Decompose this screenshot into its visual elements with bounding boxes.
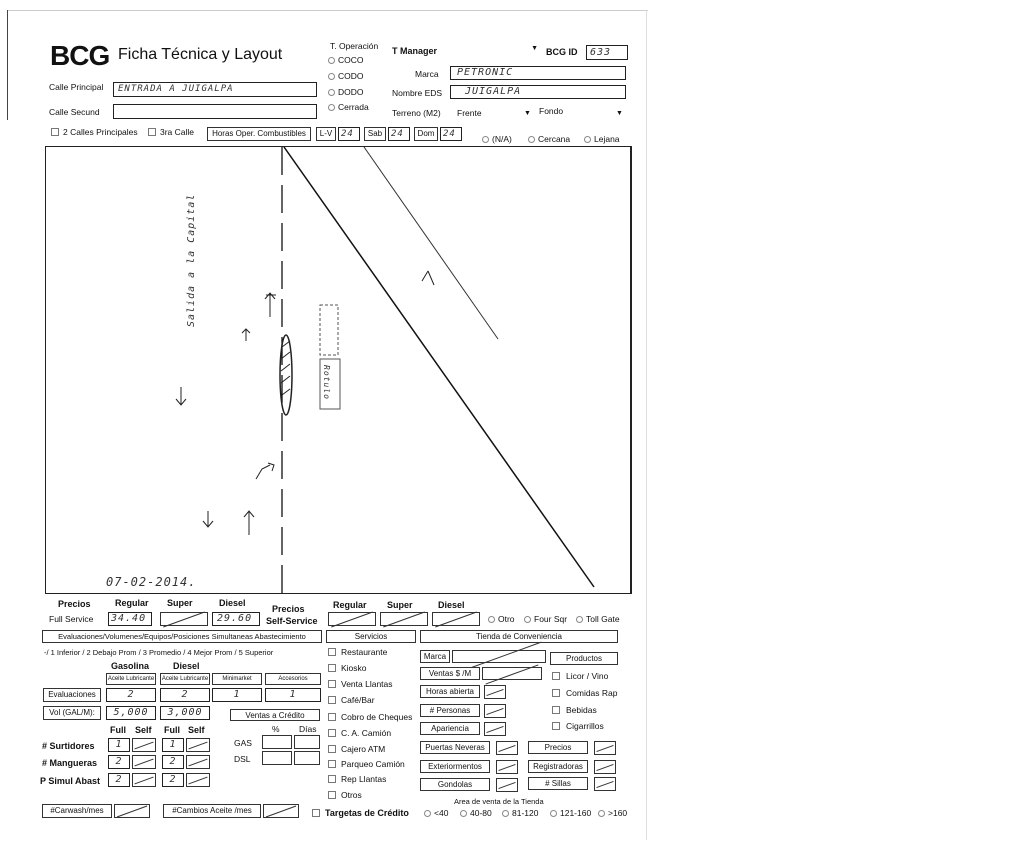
servicio-label: Kiosko (341, 663, 367, 673)
puertas-field[interactable] (496, 741, 518, 755)
sketch-date: 07-02-2014. (106, 575, 197, 589)
precios-self-title: Precios (272, 604, 305, 614)
servicio-checkbox[interactable] (328, 791, 336, 799)
precio-regular-header: Regular (115, 598, 149, 608)
precios-title: Precios (58, 599, 91, 609)
minimarket-label: Minimarket (212, 673, 262, 685)
servicio-label: Café/Bar (341, 695, 375, 705)
self-header-1: Self (135, 725, 152, 735)
full-header-2: Full (164, 725, 180, 735)
self-service-label: Self-Service (266, 616, 318, 626)
registradoras-field[interactable] (594, 760, 616, 774)
tienda-marca-label: Marca (420, 650, 450, 663)
eval-diesel-field[interactable]: 2 (160, 688, 210, 702)
terreno-label: Terreno (M2) (392, 108, 441, 118)
radio-icon (482, 136, 489, 143)
chevron-down-icon: ▼ (531, 45, 538, 52)
dos-calles-label: 2 Calles Principales (63, 127, 138, 137)
operacion-option-coco[interactable]: COCO (328, 55, 364, 65)
operacion-option-codo[interactable]: CODO (328, 71, 364, 81)
sillas-label: # Sillas (528, 777, 588, 790)
radio-icon (550, 810, 557, 817)
self-header-2: Self (188, 725, 205, 735)
bcg-id-field[interactable]: 633 (586, 45, 628, 60)
radio-icon (488, 616, 495, 623)
psim-self-dsl[interactable] (186, 773, 210, 787)
pct-header: % (272, 724, 280, 734)
evaluaciones-label: Evaluaciones (43, 688, 101, 702)
area-option-2[interactable]: 40-80 (460, 808, 492, 818)
productos-label: Productos (550, 652, 618, 665)
tarjetas-checkbox[interactable] (312, 809, 320, 817)
self-super-header: Super (387, 600, 413, 610)
calle-secund-field[interactable] (113, 104, 317, 119)
licor-checkbox[interactable] (552, 672, 560, 680)
carwash-field[interactable] (114, 804, 150, 818)
dom-label: Dom (414, 127, 438, 141)
cigarrillos-label: Cigarrillos (566, 721, 604, 731)
gas-credit-label: GAS (234, 738, 252, 748)
tres-calle-label: 3ra Calle (160, 127, 195, 137)
mang-self-gas[interactable] (132, 755, 156, 769)
servicio-label: Restaurante (341, 647, 388, 657)
apariencia-field[interactable] (484, 722, 506, 736)
nombre-eds-label: Nombre EDS (392, 88, 443, 98)
nombre-eds-field[interactable]: JUIGALPA (450, 85, 626, 99)
aceite-dsl-label: Aceite Lubricante (160, 673, 210, 685)
servicio-checkbox[interactable] (328, 729, 336, 737)
lejana-option[interactable]: Lejana (584, 134, 620, 144)
calle-secund-label: Calle Secund (49, 107, 100, 117)
precio-super-header: Super (167, 598, 193, 608)
area-option-5[interactable]: >160 (598, 808, 627, 818)
exteriores-label: Exteriormentos (420, 760, 490, 773)
radio-icon (524, 616, 531, 623)
sab-hours-field[interactable]: 24 (388, 127, 410, 141)
eval-acces-field[interactable]: 1 (265, 688, 321, 702)
vol-label: Vol (GAL/M): (43, 706, 101, 720)
cambios-field[interactable] (263, 804, 299, 818)
horas-abierta-field[interactable] (484, 685, 506, 699)
layout-sketch-area[interactable] (45, 146, 632, 594)
servicio-label: Venta Llantas (341, 679, 393, 689)
servicio-checkbox[interactable] (328, 696, 336, 704)
operacion-option-cerrada[interactable]: Cerrada (328, 102, 369, 112)
diesel-header: Diesel (173, 661, 200, 671)
area-option-1[interactable]: <40 (424, 808, 448, 818)
sab-label: Sab (364, 127, 386, 141)
surt-self-gas[interactable] (132, 738, 156, 752)
ventas-field[interactable] (482, 667, 542, 680)
servicio-checkbox[interactable] (328, 713, 336, 721)
page-right-border (646, 10, 647, 840)
aceite-gas-label: Aceite Lubricante (106, 673, 156, 685)
horas-abierta-label: Horas abierta (420, 685, 480, 698)
licor-label: Licor / Vino (566, 671, 609, 681)
frente-label: Frente (457, 108, 482, 118)
personas-field[interactable] (484, 704, 506, 718)
radio-icon (328, 104, 335, 111)
surt-self-dsl[interactable] (186, 738, 210, 752)
gasolina-header: Gasolina (111, 661, 150, 671)
bebidas-label: Bebidas (566, 705, 597, 715)
self-regular-price[interactable] (328, 612, 376, 626)
radio-icon (576, 616, 583, 623)
full-diesel-price[interactable]: 29.60 (212, 612, 260, 626)
surt-full-dsl[interactable]: 1 (162, 738, 184, 752)
cercana-option[interactable]: Cercana (528, 134, 570, 144)
bebidas-checkbox[interactable] (552, 706, 560, 714)
gas-credit-dias[interactable] (294, 735, 320, 749)
gondolas-field[interactable] (496, 778, 518, 792)
four-sqr-option[interactable]: Four Sqr (524, 614, 567, 624)
tienda-bar: Tienda de Conveniencia (420, 630, 618, 643)
eval-gas-field[interactable]: 2 (106, 688, 156, 702)
psim-full-gas[interactable]: 2 (108, 773, 130, 787)
dsl-credit-label: DSL (234, 754, 251, 764)
puertas-label: Puertas Neveras (420, 741, 490, 754)
horas-oper-label: Horas Oper. Combustibles (207, 127, 311, 141)
full-header-1: Full (110, 725, 126, 735)
ventas-credito-label: Ventas a Crédito (230, 709, 320, 721)
servicio-label: Rep Llantas (341, 774, 387, 784)
self-regular-header: Regular (333, 600, 367, 610)
precio-diesel-header: Diesel (219, 598, 246, 608)
full-super-price[interactable] (160, 612, 208, 626)
frente-chevron-icon[interactable]: ▼ (524, 110, 531, 117)
lv-label: L-V (316, 127, 336, 141)
area-option-3[interactable]: 81-120 (502, 808, 538, 818)
servicio-checkbox[interactable] (328, 648, 336, 656)
sillas-field[interactable] (594, 777, 616, 791)
registradoras-label: Registradoras (528, 760, 588, 773)
calle-principal-field[interactable]: ENTRADA A JUIGALPA (113, 82, 317, 97)
radio-icon (328, 73, 335, 80)
accesorios-label: Accesorios (265, 673, 321, 685)
radio-icon (528, 136, 535, 143)
bcg-id-label: BCG ID (546, 47, 578, 57)
radio-icon (424, 810, 431, 817)
rating-scale-text: -/ 1 Inferior / 2 Debajo Prom / 3 Promedio / 4 Mejor Prom / 5 Superior (44, 648, 274, 657)
vol-gas-field[interactable]: 5,000 (106, 706, 156, 720)
psim-self-gas[interactable] (132, 773, 156, 787)
mangueras-label: # Mangueras (42, 758, 98, 768)
sketch-text-salida: Salida a la Capital (186, 193, 197, 327)
gondolas-label: Gondolas (420, 778, 490, 791)
ventas-label: Ventas $ /M (420, 667, 480, 680)
radio-icon (328, 57, 335, 64)
radio-icon (328, 89, 335, 96)
apariencia-label: Apariencia (420, 722, 480, 735)
page-title: Ficha Técnica y Layout (118, 46, 283, 63)
comidas-checkbox[interactable] (552, 689, 560, 697)
operacion-option-dodo[interactable]: DODO (328, 87, 364, 97)
marca-label: Marca (415, 69, 439, 79)
radio-icon (502, 810, 509, 817)
cambios-label: #Cambios Aceite /mes (163, 804, 261, 818)
personas-label: # Personas (420, 704, 480, 717)
otro-option[interactable]: Otro (488, 614, 515, 624)
full-service-label: Full Service (49, 614, 94, 624)
servicio-checkbox[interactable] (328, 664, 336, 672)
servicio-checkbox[interactable] (328, 745, 336, 753)
page-top-border (8, 10, 648, 11)
self-diesel-price[interactable] (432, 612, 480, 626)
evaluaciones-bar: Evaluaciones/Volumenes/Equipos/Posiciones Simultaneas Abastecimiento (42, 630, 322, 643)
dias-header: Días (299, 724, 317, 734)
area-venta-label: Area de venta de la Tienda (454, 797, 544, 806)
mang-full-gas[interactable]: 2 (108, 755, 130, 769)
precios-tienda-label: Precios (528, 741, 588, 754)
cigarrillos-checkbox[interactable] (552, 722, 560, 730)
tienda-marca-field[interactable] (452, 650, 546, 663)
self-diesel-header: Diesel (438, 600, 465, 610)
tres-calle-checkbox[interactable] (148, 128, 156, 136)
sketch-text-rotulo: Rotulo (322, 365, 331, 400)
page-left-border (7, 10, 8, 120)
lv-hours-field[interactable]: 24 (338, 127, 360, 141)
logo: BCG (50, 40, 110, 71)
servicio-label: C. A. Camión (341, 728, 392, 738)
servicio-label: Cajero ATM (341, 744, 386, 754)
surtidores-label: # Surtidores (42, 741, 95, 751)
servicio-checkbox[interactable] (328, 775, 336, 783)
precios-tienda-field[interactable] (594, 741, 616, 755)
dom-hours-field[interactable]: 24 (440, 127, 462, 141)
mang-self-dsl[interactable] (186, 755, 210, 769)
t-manager-dropdown[interactable] (450, 46, 540, 56)
psim-full-dsl[interactable]: 2 (162, 773, 184, 787)
fondo-chevron-icon[interactable]: ▼ (616, 110, 623, 117)
t-operacion-label: T. Operación (330, 41, 379, 51)
mang-full-dsl[interactable]: 2 (162, 755, 184, 769)
t-manager-label: T Manager (392, 46, 438, 56)
marca-field[interactable]: PETRONIC (450, 66, 626, 80)
self-super-price[interactable] (380, 612, 428, 626)
servicio-label: Cobro de Cheques (341, 712, 413, 722)
toll-gate-option[interactable]: Toll Gate (576, 614, 620, 624)
fondo-label: Fondo (539, 106, 564, 116)
gas-credit-pct[interactable] (262, 735, 292, 749)
full-regular-price[interactable]: 34.40 (108, 612, 152, 626)
sketch-drawing (46, 147, 631, 593)
carwash-label: #Carwash/mes (42, 804, 112, 818)
dos-calles-checkbox[interactable] (51, 128, 59, 136)
radio-icon (598, 810, 605, 817)
na-option[interactable]: (N/A) (482, 134, 512, 144)
radio-icon (584, 136, 591, 143)
exteriores-field[interactable] (496, 760, 518, 774)
servicios-bar: Servicios (326, 630, 416, 643)
area-option-4[interactable]: 121-160 (550, 808, 591, 818)
servicio-checkbox[interactable] (328, 680, 336, 688)
calle-principal-label: Calle Principal (49, 82, 104, 92)
tarjetas-label: Targetas de Crédito (325, 808, 409, 818)
servicio-label: Parqueo Camión (341, 759, 405, 769)
surt-full-gas[interactable]: 1 (108, 738, 130, 752)
servicio-checkbox[interactable] (328, 760, 336, 768)
dsl-credit-dias[interactable] (294, 751, 320, 765)
psimul-label: P Simul Abast (40, 776, 101, 786)
radio-icon (460, 810, 467, 817)
vol-diesel-field[interactable]: 3,000 (160, 706, 210, 720)
eval-mini-field[interactable]: 1 (212, 688, 262, 702)
dsl-credit-pct[interactable] (262, 751, 292, 765)
servicio-label: Otros (341, 790, 362, 800)
comidas-label: Comidas Rap (566, 688, 618, 698)
